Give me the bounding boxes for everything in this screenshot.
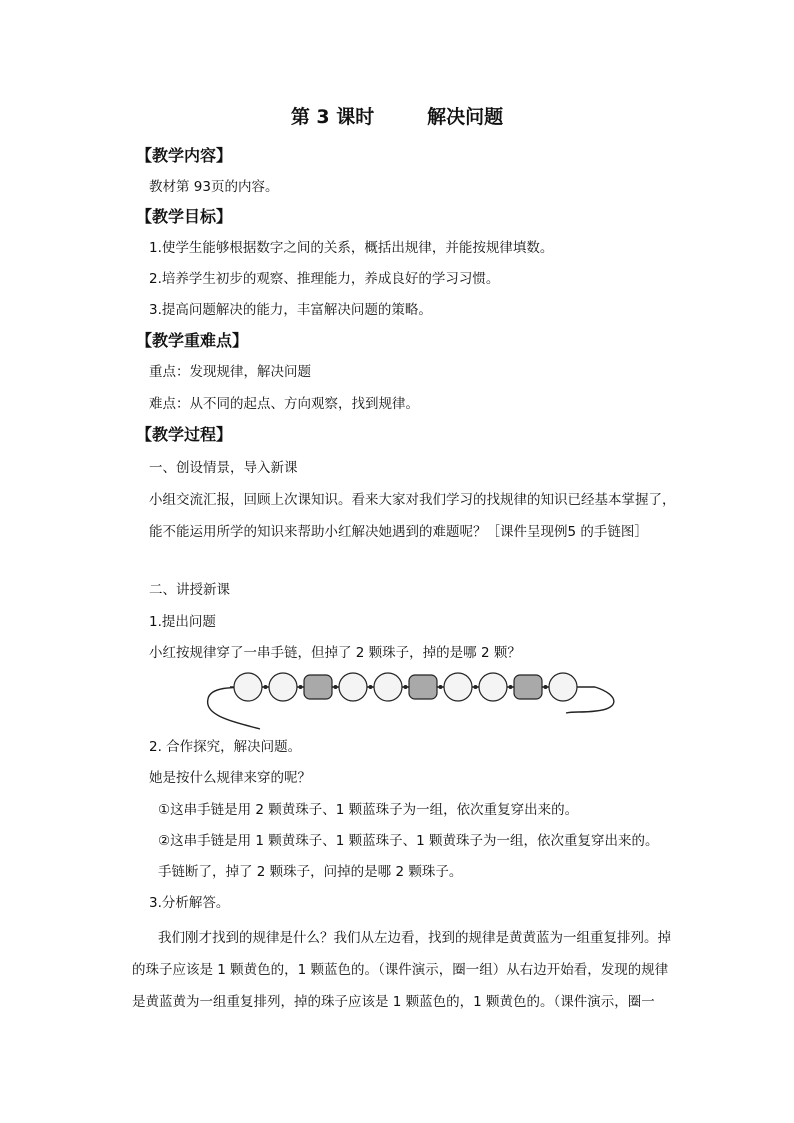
bracelet-knot [299, 685, 303, 689]
q1-title: 1.提出问题 [149, 614, 216, 630]
bracelet-knot [404, 685, 408, 689]
q2-title: 2. 合作探究，解决问题。 [149, 739, 302, 755]
q2-option-2: ②这串手链是用 1 颗黄珠子、1 颗蓝珠子、1 颗黄珠子为一组，依次重复穿出来的。 [158, 833, 659, 849]
bracelet-knot [474, 685, 478, 689]
bead-white [234, 673, 262, 701]
goal-item: 1.使学生能够根据数字之间的关系，概括出规律，并能按规律填数。 [149, 240, 554, 256]
goal-item: 2.培养学生初步的观察、推理能力，养成良好的学习习惯。 [149, 271, 500, 287]
bead-grey [409, 675, 437, 699]
step1-title: 一、创设情景，导入新课 [149, 460, 298, 476]
goal-item: 3.提高问题解决的能力，丰富解决问题的策略。 [149, 302, 432, 318]
bracelet-knot [264, 685, 268, 689]
bracelet-knot [509, 685, 513, 689]
bracelet-knot [439, 685, 443, 689]
bead-grey [514, 675, 542, 699]
bead-white [374, 673, 402, 701]
q1-text: 小红按规律穿了一串手链，但掉了 2 颗珠子，掉的是哪 2 颗？ [149, 645, 521, 661]
bead-white [444, 673, 472, 701]
step1-text: 小组交流汇报，回顾上次课知识。看来大家对我们学习的找规律的知识已经基本掌握了，能不能运用所学的知识来帮助小红解决她遇到的难题呢？［课件呈现例5 的手链图］ [149, 492, 676, 540]
key-point: 重点：发现规律，解决问题 [149, 364, 311, 380]
bead-white [549, 673, 577, 701]
q3-text: 我们刚才找到的规律是什么？我们从左边看，找到的规律是黄黄蓝为一组重复排列。掉的珠子应该是 1 颗黄色的，1 颗蓝色的。（课件演示，圈一组）从右边开始看，发现的规律是黄蓝黄为一组重复排列，掉的珠子应该是 1 颗蓝色的，1 颗黄色的。（课件演示，圈一 [132, 930, 671, 1010]
bracelet-knot [544, 685, 548, 689]
bead-white [339, 673, 367, 701]
bracelet-illustration [200, 665, 620, 735]
difficult-point: 难点：从不同的起点、方向观察，找到规律。 [149, 396, 419, 412]
section-heading-goals: 【教学目标】 [136, 207, 233, 226]
q2-broken-text: 手链断了，掉了 2 颗珠子，问掉的是哪 2 颗珠子。 [158, 864, 463, 880]
bead-white [479, 673, 507, 701]
step2-title: 二、讲授新课 [149, 582, 230, 598]
bead-white [269, 673, 297, 701]
q3-title: 3.分析解答。 [149, 895, 230, 911]
bead-grey [304, 675, 332, 699]
q2-option-1: ①这串手链是用 2 颗黄珠子、1 颗蓝珠子为一组，依次重复穿出来的。 [158, 802, 579, 818]
content-text: 教材第 93页的内容。 [149, 179, 279, 195]
bracelet-knot [369, 685, 373, 689]
q2-question: 她是按什么规律来穿的呢？ [149, 770, 311, 786]
page-title: 第 3 课时 解决问题 [290, 106, 504, 128]
section-heading-process: 【教学过程】 [136, 425, 233, 444]
section-heading-content: 【教学内容】 [136, 146, 233, 165]
bracelet-knot [334, 685, 338, 689]
section-heading-keypoints: 【教学重难点】 [136, 331, 249, 350]
